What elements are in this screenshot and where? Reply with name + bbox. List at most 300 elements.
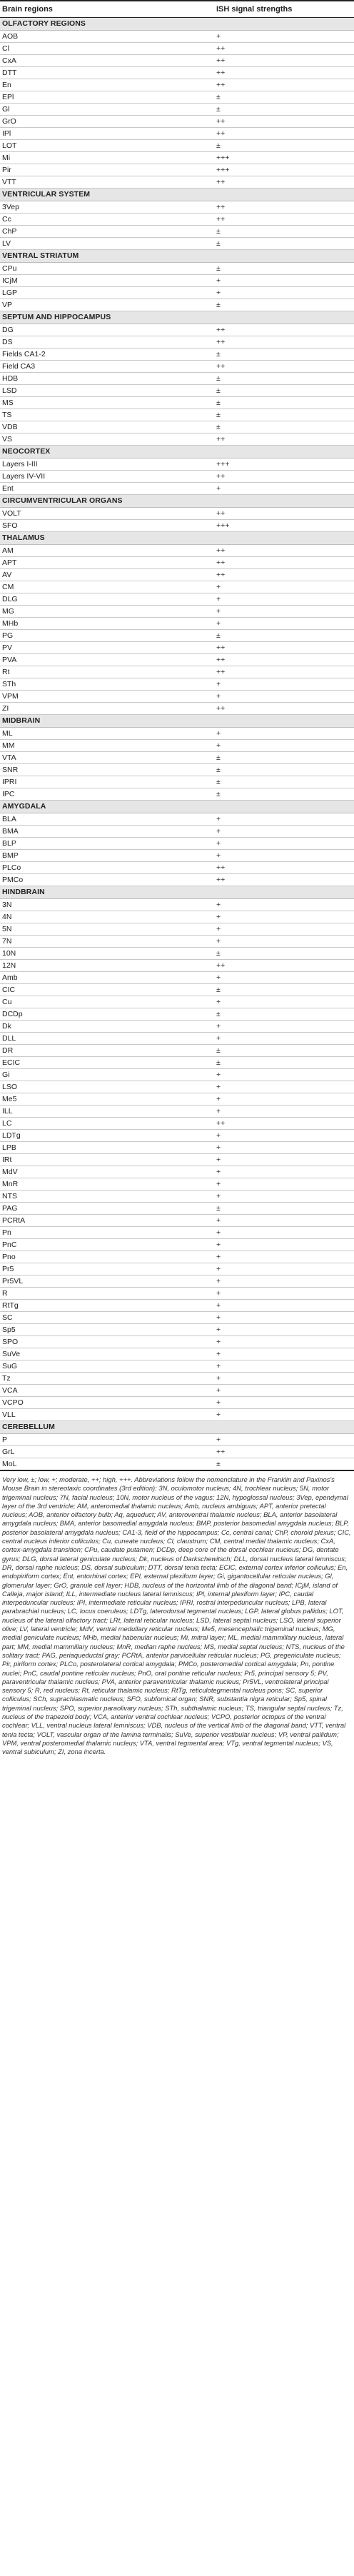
signal-strength-cell: ± [214, 776, 354, 788]
brain-region-cell: 12N [0, 960, 214, 972]
table-row [0, 31, 354, 43]
brain-region-cell: Pno [0, 1251, 214, 1263]
signal-strength-cell: + [214, 850, 354, 862]
signal-strength-cell: + [214, 1033, 354, 1045]
signal-strength-cell: ++ [214, 128, 354, 140]
brain-region-cell: ECIC [0, 1057, 214, 1069]
signal-strength-cell: ± [214, 397, 354, 409]
table-row [0, 1191, 354, 1203]
brain-region-cell: IPC [0, 788, 214, 801]
table-row [0, 850, 354, 862]
signal-strength-cell: ± [214, 948, 354, 960]
table-row [0, 1324, 354, 1336]
brain-region-cell: ChP [0, 226, 214, 238]
table-row [0, 862, 354, 874]
brain-region-cell: Cu [0, 996, 214, 1008]
table-row [0, 91, 354, 104]
signal-strength-cell: + [214, 1166, 354, 1178]
brain-region-cell: 3N [0, 899, 214, 911]
table-row [0, 116, 354, 128]
brain-region-cell: PLCo [0, 862, 214, 874]
signal-strength-cell: ++ [214, 67, 354, 79]
table-row [0, 1373, 354, 1385]
table-row [0, 1276, 354, 1288]
brain-region-cell: IRt [0, 1154, 214, 1166]
table-row [0, 642, 354, 654]
brain-region-cell: DG [0, 324, 214, 336]
table-row [0, 826, 354, 838]
table-row [0, 788, 354, 801]
brain-region-cell: BMP [0, 850, 214, 862]
signal-strength-cell: ± [214, 91, 354, 104]
table-row [0, 458, 354, 471]
signal-strength-cell: + [214, 31, 354, 43]
section-title: HINDBRAIN [0, 886, 214, 899]
brain-region-cell: DLG [0, 593, 214, 606]
table-row [0, 1385, 354, 1397]
brain-region-cell: ML [0, 728, 214, 740]
brain-region-cell: HDB [0, 373, 214, 385]
table-row [0, 349, 354, 361]
table-row [0, 1397, 354, 1409]
signal-strength-cell: + [214, 1215, 354, 1227]
signal-strength-cell: ++ [214, 642, 354, 654]
signal-strength-cell: ++ [214, 79, 354, 91]
signal-strength-cell: +++ [214, 520, 354, 532]
signal-strength-cell: ± [214, 630, 354, 642]
brain-region-cell: Pir [0, 164, 214, 176]
table-row [0, 421, 354, 433]
table-row [0, 666, 354, 678]
signal-strength-cell: + [214, 1069, 354, 1081]
brain-region-cell: ZI [0, 703, 214, 715]
section-title: VENTRICULAR SYSTEM [0, 189, 214, 201]
table-row [0, 263, 354, 275]
signal-strength-cell: + [214, 826, 354, 838]
table-row [0, 1336, 354, 1348]
section-signal-cell [214, 1421, 354, 1434]
table-row [0, 275, 354, 287]
brain-region-cell: BMA [0, 826, 214, 838]
table-row [0, 1008, 354, 1021]
signal-strength-cell: ± [214, 238, 354, 250]
signal-strength-cell: + [214, 1373, 354, 1385]
table-row [0, 1348, 354, 1360]
section-signal-cell [214, 715, 354, 728]
brain-region-cell: LPB [0, 1142, 214, 1154]
brain-region-cell: Layers I-III [0, 458, 214, 471]
section-signal-cell [214, 311, 354, 324]
signal-strength-cell: + [214, 1093, 354, 1106]
table-row [0, 1130, 354, 1142]
table-row [0, 874, 354, 886]
brain-region-cell: Dk [0, 1021, 214, 1033]
brain-region-cell: DS [0, 336, 214, 349]
section-title: SEPTUM AND HIPPOCAMPUS [0, 311, 214, 324]
brain-region-cell: VS [0, 433, 214, 446]
brain-region-cell: PnC [0, 1239, 214, 1251]
brain-region-cell: LC [0, 1118, 214, 1130]
signal-strength-cell: + [214, 740, 354, 752]
signal-strength-cell: + [214, 1276, 354, 1288]
signal-strength-cell: + [214, 1434, 354, 1446]
signal-strength-cell: + [214, 1263, 354, 1276]
brain-region-cell: DR [0, 1045, 214, 1057]
table-row [0, 1166, 354, 1178]
brain-region-cell: AOB [0, 31, 214, 43]
signal-strength-cell: + [214, 1251, 354, 1263]
table-row [0, 1118, 354, 1130]
signal-strength-cell: + [214, 691, 354, 703]
brain-region-cell: SFO [0, 520, 214, 532]
section-header-row [0, 886, 354, 899]
table-row [0, 79, 354, 91]
brain-region-cell: LOT [0, 140, 214, 152]
header-brain-regions: Brain regions [0, 1, 214, 18]
brain-region-cell: GrO [0, 116, 214, 128]
table-row [0, 764, 354, 776]
table-row [0, 1215, 354, 1227]
brain-region-cell: LDTg [0, 1130, 214, 1142]
brain-region-cell: Cl [0, 43, 214, 55]
brain-region-cell: VTT [0, 176, 214, 189]
signal-strength-cell: + [214, 1191, 354, 1203]
brain-region-cell: EPl [0, 91, 214, 104]
section-signal-cell [214, 189, 354, 201]
brain-region-cell: GrL [0, 1446, 214, 1458]
table-row [0, 691, 354, 703]
brain-region-cell: PCRtA [0, 1215, 214, 1227]
table-row [0, 557, 354, 569]
brain-region-cell: Gi [0, 1069, 214, 1081]
section-header-row [0, 532, 354, 545]
signal-strength-cell: ± [214, 421, 354, 433]
table-row [0, 1251, 354, 1263]
brain-region-cell: PG [0, 630, 214, 642]
brain-region-cell: MS [0, 397, 214, 409]
brain-region-cell: Layers IV-VII [0, 471, 214, 483]
section-title: CEREBELLUM [0, 1421, 214, 1434]
table-row [0, 1227, 354, 1239]
table-footnote: Very low, ±; low, +; moderate, ++; high, +++. Abbreviations follow the nomenclature in the Franklin and Paxinos's Mouse Brain in stereotaxic coordinates (3rd edition): 3N, oculomotor nucleus; 4N, trochlear nucleus; 5N, motor trigeminal nucleus; 7N, facial nucleus; 10N, motor nucleus of the vagus; 12N, hypoglossal nucleus; 3Vep, ependymal layer of the 3rd ventricle; AM, anteromedial thalamic nucleus; Amb, nucleus ambiguus; APT, anterior pretectal nucleus; AOB, anterior olfactory bulb; Aq, aqueduct; AV, anteroventral thalamic nucleus; BLA, anterior basolateral amygdala nucleus; BMA, anterior basomedial amygdala nucleus; BMP, posterior basomedial amygdala nucleus; BLP, posterior basolateral amygdala nucleus; CA1-3, field of the hippocampus; Cc, central canal; ChP, choroid plexus; CIC, central nucleus inferior colliculus; Cu, cuneate nucleus; Cl, claustrum; CM, central medial thalamic nucleus; CxA, cortex-amygdala transition; CPu, caudate putamen; DCDp, deep core of the dorsal cochlear nucleus; DG, dentate gyrus; DLG, dorsal lateral geniculate nucleus; Dk, nucleus of Darkschewitsch; DLL, dorsal nucleus lateral lemniscus; DR, dorsal raphe nucleus; DS, dorsal subiculum; DTT, dorsal tenia tecta; ECIC, external cortex inferior colliculus; En, endopiriform cortex; Ent, entorhinal cortex; EPl, external plexiform layer; Gi, gigantocellular reticular nucleus; Gl, glomerular layer; GrO, granule cell layer; HDB, nucleus of the horizontal limb of the diagonal band; ICjM, island of Calleja, major island; ILL, intermediate nucleus lateral lemniscus; IPl, internal plexiform layer; IPC, caudal interpeduncular nucleus; IPI, intermediate reticular nucleus; IPRI, rostral interpeduncular nucleus; LPB, lateral parabrachial nucleus; LC, locus coeruleus; LDTg, laterodorsal tegmental nucleus; LGP, lateral globus pallidus; LOT, nucleus of the lateral olfactory tract; LRt, lateral reticular nucleus; LSD, lateral septal nucleus; LSO, lateral superior olive; LV, lateral ventricle; MdV, ventral medullary reticular nucleus; Me5, mesencephalic trigeminal nucleus; MG, medial geniculate nucleus; MHb, medial habenular nucleus; Mi, mitral layer; ML, medial mammillary nucleus, lateral part; MM, medial mammillary nucleus; MnR, median raphe nucleus; MS, medial septal nucleus; NTS, nucleus of the solitary tract; PAG, periaqueductal gray; PCRtA, anterior parvicellular reticular nucleus; PG, pregeniculate nucleus; Pir, piriform cortex; PLCo, posterolateral cortical amygdala; PMCo, posteromedial cortical amygdala; Pn, pontine nuclei; PnC, caudal pontine reticular nucleus; PnO, oral pontine reticular nucleus; Pr5, principal sensory 5; PV, paraventricular thalamic nucleus; PVA, anterior paraventricular thalamic nucleus; Pr5VL, ventrolateral principal sensory 5; R, red nucleus; Rt, reticular thalamic nucleus; RtTg, reticulotegmental nucleus pons; SC, superior colliculus; SCh, suprachiasmatic nucleus; SFO, subfornical organ; SNR, substantia nigra reticular; Sp5, spinal trigeminal nucleus; SPO, superior paraolivary nucleus; STh, subthalamic nucleus; TS, triangular septal nucleus; Tz, nucleus of the trapezoid body; VCA, anterior ventral cochlear nucleus; VCPO, posterior octopus of the ventral cochlear; VLL, ventral nucleus lateral lemniscus; VDB, nucleus of the vertical limb of the diagonal band; VTT, ventral tenia tecta; VOLT, vascular organ of the lamina terminalis; SuVe, superior vestibular nucleus; VP, ventral pallidum; VPM, ventral posteromedial thalamic nucleus; VTA, ventral tegmental area; VTg, ventral tegmental nucleus; VS, ventral subiculum; ZI, zona incerta. [2, 1475, 351, 1756]
brain-region-cell: MG [0, 606, 214, 618]
section-header-row [0, 446, 354, 458]
table-row [0, 630, 354, 642]
brain-region-cell: MnR [0, 1178, 214, 1191]
signal-strength-cell: + [214, 581, 354, 593]
brain-region-cell: VOLT [0, 508, 214, 520]
signal-strength-cell: + [214, 1227, 354, 1239]
brain-region-cell: AV [0, 569, 214, 581]
signal-strength-cell: + [214, 1142, 354, 1154]
table-row [0, 678, 354, 691]
brain-region-cell: TS [0, 409, 214, 421]
table-row [0, 948, 354, 960]
signal-strength-cell: ++ [214, 324, 354, 336]
table-row [0, 703, 354, 715]
brain-region-cell: Sp5 [0, 1324, 214, 1336]
signal-strength-cell: + [214, 1081, 354, 1093]
signal-strength-cell: ++ [214, 433, 354, 446]
table-row [0, 838, 354, 850]
brain-region-cell: ICjM [0, 275, 214, 287]
signal-strength-cell: +++ [214, 458, 354, 471]
brain-region-cell: PVA [0, 654, 214, 666]
signal-strength-cell: + [214, 1154, 354, 1166]
signal-strength-cell: + [214, 1300, 354, 1312]
brain-region-cell: Pn [0, 1227, 214, 1239]
section-title: MIDBRAIN [0, 715, 214, 728]
brain-region-cell: VDB [0, 421, 214, 433]
table-row [0, 1033, 354, 1045]
signal-strength-cell: ± [214, 984, 354, 996]
table-row [0, 1360, 354, 1373]
signal-strength-cell: + [214, 593, 354, 606]
brain-region-cell: SC [0, 1312, 214, 1324]
table-row [0, 299, 354, 311]
table-row [0, 214, 354, 226]
table-row [0, 1178, 354, 1191]
brain-region-cell: VP [0, 299, 214, 311]
brain-region-cell: SuVe [0, 1348, 214, 1360]
section-header-row [0, 189, 354, 201]
table-row [0, 740, 354, 752]
table-row [0, 397, 354, 409]
brain-region-cell: CIC [0, 984, 214, 996]
brain-region-cell: Ent [0, 483, 214, 495]
signal-strength-cell: ++ [214, 545, 354, 557]
signal-strength-cell: ± [214, 1008, 354, 1021]
signal-strength-cell: ± [214, 1057, 354, 1069]
table-row [0, 176, 354, 189]
table-row [0, 67, 354, 79]
table-row [0, 618, 354, 630]
table-row [0, 226, 354, 238]
table-row [0, 654, 354, 666]
table-row [0, 373, 354, 385]
signal-strength-cell: + [214, 1336, 354, 1348]
signal-strength-cell: ± [214, 788, 354, 801]
signal-strength-cell: ± [214, 226, 354, 238]
signal-strength-cell: + [214, 606, 354, 618]
brain-region-cell: Me5 [0, 1093, 214, 1106]
section-signal-cell [214, 18, 354, 31]
brain-region-cell: PV [0, 642, 214, 654]
section-title: THALAMUS [0, 532, 214, 545]
brain-region-cell: LSO [0, 1081, 214, 1093]
brain-region-cell: BLA [0, 813, 214, 826]
brain-region-cell: SuG [0, 1360, 214, 1373]
brain-region-cell: Gl [0, 104, 214, 116]
signal-strength-cell: + [214, 678, 354, 691]
signal-strength-cell: ± [214, 1203, 354, 1215]
signal-strength-cell: + [214, 911, 354, 923]
brain-region-cell: 4N [0, 911, 214, 923]
signal-strength-cell: +++ [214, 152, 354, 164]
table-row [0, 1045, 354, 1057]
table-row [0, 1288, 354, 1300]
table-row [0, 1057, 354, 1069]
signal-strength-cell: ± [214, 263, 354, 275]
brain-region-cell: VCPO [0, 1397, 214, 1409]
brain-region-cell: Mi [0, 152, 214, 164]
table-row [0, 776, 354, 788]
table-row [0, 972, 354, 984]
signal-strength-cell: + [214, 618, 354, 630]
signal-strength-cell: ± [214, 1458, 354, 1471]
brain-region-cell: DTT [0, 67, 214, 79]
table-row [0, 960, 354, 972]
brain-region-cell: STh [0, 678, 214, 691]
brain-region-cell: Fields CA1-2 [0, 349, 214, 361]
signal-strength-cell: ± [214, 409, 354, 421]
brain-region-cell: Pr5 [0, 1263, 214, 1276]
signal-strength-cell: ± [214, 140, 354, 152]
table-row [0, 483, 354, 495]
signal-strength-cell: ++ [214, 116, 354, 128]
brain-region-cell: CM [0, 581, 214, 593]
table-row [0, 287, 354, 299]
signal-strength-cell: ++ [214, 55, 354, 67]
signal-strength-cell: + [214, 1324, 354, 1336]
signal-strength-cell: + [214, 1239, 354, 1251]
brain-region-cell: CPu [0, 263, 214, 275]
signal-strength-cell: + [214, 1021, 354, 1033]
signal-strength-cell: ++ [214, 471, 354, 483]
brain-region-cell: Tz [0, 1373, 214, 1385]
signal-strength-cell: ++ [214, 336, 354, 349]
table-row [0, 581, 354, 593]
table-row [0, 923, 354, 936]
section-signal-cell [214, 532, 354, 545]
brain-region-cell: MHb [0, 618, 214, 630]
brain-region-cell: VPM [0, 691, 214, 703]
table-header-row [0, 1, 354, 18]
brain-region-cell: LSD [0, 385, 214, 397]
signal-strength-cell: + [214, 1360, 354, 1373]
table-row [0, 433, 354, 446]
table-row [0, 593, 354, 606]
signal-strength-cell: + [214, 1397, 354, 1409]
brain-region-cell: VTA [0, 752, 214, 764]
table-row [0, 128, 354, 140]
table-row [0, 1409, 354, 1421]
table-row [0, 1300, 354, 1312]
brain-region-cell: P [0, 1434, 214, 1446]
section-signal-cell [214, 250, 354, 263]
section-signal-cell [214, 801, 354, 813]
signal-strength-cell: + [214, 1130, 354, 1142]
brain-region-cell: 3Vep [0, 201, 214, 214]
table-row [0, 520, 354, 532]
table-row [0, 1203, 354, 1215]
brain-region-cell: MoL [0, 1458, 214, 1471]
brain-region-cell: LV [0, 238, 214, 250]
signal-strength-cell: + [214, 1106, 354, 1118]
table-row [0, 361, 354, 373]
table-row [0, 1263, 354, 1276]
brain-region-cell: CxA [0, 55, 214, 67]
section-title: AMYGDALA [0, 801, 214, 813]
section-signal-cell [214, 495, 354, 508]
signal-strength-cell: + [214, 287, 354, 299]
table-row [0, 201, 354, 214]
signal-strength-cell: ++ [214, 666, 354, 678]
table-row [0, 1312, 354, 1324]
signal-strength-cell: + [214, 275, 354, 287]
section-title: OLFACTORY REGIONS [0, 18, 214, 31]
section-header-row [0, 801, 354, 813]
brain-region-cell: LGP [0, 287, 214, 299]
signal-strength-cell: ± [214, 373, 354, 385]
table-row [0, 936, 354, 948]
signal-strength-cell: ++ [214, 862, 354, 874]
table-row [0, 1093, 354, 1106]
table-row [0, 728, 354, 740]
table-row [0, 752, 354, 764]
brain-region-cell: PAG [0, 1203, 214, 1215]
brain-region-cell: BLP [0, 838, 214, 850]
signal-strength-cell: +++ [214, 164, 354, 176]
table-row [0, 1446, 354, 1458]
signal-strength-cell: + [214, 728, 354, 740]
section-header-row [0, 18, 354, 31]
signal-strength-cell: ++ [214, 654, 354, 666]
section-header-row [0, 715, 354, 728]
table-row [0, 409, 354, 421]
table-row [0, 996, 354, 1008]
brain-region-cell: AM [0, 545, 214, 557]
table-row [0, 899, 354, 911]
table-row [0, 324, 354, 336]
signal-strength-cell: + [214, 1288, 354, 1300]
table-row [0, 238, 354, 250]
signal-strength-cell: + [214, 899, 354, 911]
table-row [0, 813, 354, 826]
table-row [0, 606, 354, 618]
brain-region-cell: Amb [0, 972, 214, 984]
signal-strength-cell: + [214, 996, 354, 1008]
signal-strength-cell: ++ [214, 43, 354, 55]
signal-strength-cell: + [214, 483, 354, 495]
signal-strength-cell: ++ [214, 1446, 354, 1458]
section-signal-cell [214, 886, 354, 899]
signal-strength-cell: ± [214, 349, 354, 361]
section-title: VENTRAL STRIATUM [0, 250, 214, 263]
table-row [0, 1021, 354, 1033]
section-header-row [0, 1421, 354, 1434]
table-row [0, 140, 354, 152]
brain-region-cell: 5N [0, 923, 214, 936]
signal-strength-cell: ++ [214, 557, 354, 569]
brain-region-cell: Pr5VL [0, 1276, 214, 1288]
table-row [0, 911, 354, 923]
signal-strength-cell: ± [214, 1045, 354, 1057]
section-title: CIRCUMVENTRICULAR ORGANS [0, 495, 214, 508]
table-row [0, 104, 354, 116]
table-row [0, 569, 354, 581]
brain-region-cell: DLL [0, 1033, 214, 1045]
table-row [0, 55, 354, 67]
signal-strength-cell: ++ [214, 1118, 354, 1130]
table-row [0, 1081, 354, 1093]
table-row [0, 1239, 354, 1251]
signal-strength-cell: + [214, 813, 354, 826]
table-row [0, 1142, 354, 1154]
signal-strength-cell: + [214, 1385, 354, 1397]
section-header-row [0, 311, 354, 324]
signal-strength-cell: ± [214, 752, 354, 764]
